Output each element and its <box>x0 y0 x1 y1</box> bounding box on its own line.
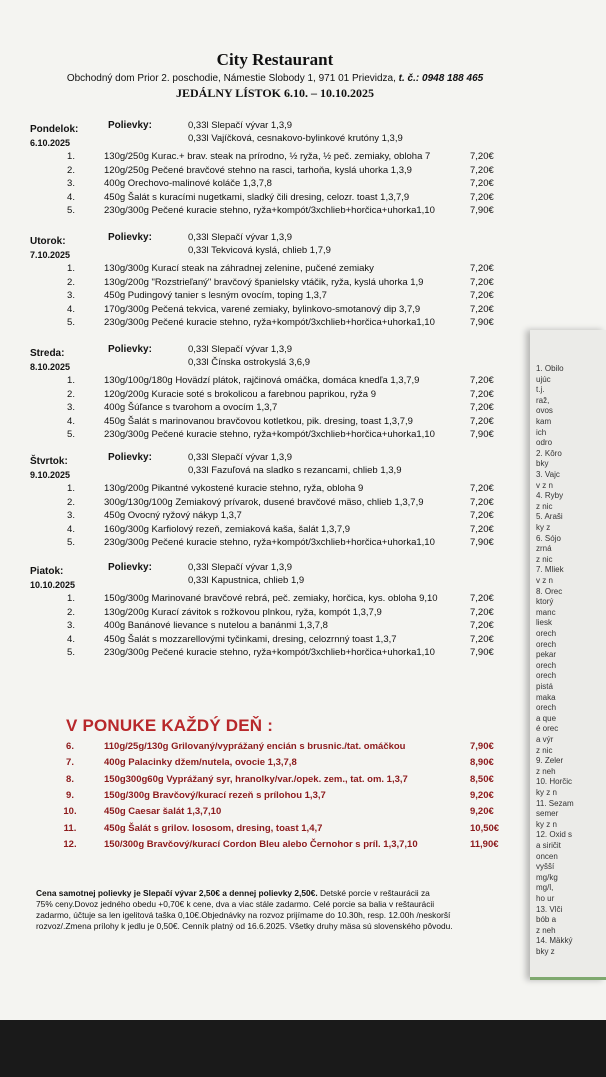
allergen-text-fragment: bób a <box>536 915 557 925</box>
item-price: 7,20€ <box>470 483 494 494</box>
item-dish: 120g/200g Kuracie soté s brokolicou a farebnou paprikou, ryža 9 <box>104 388 376 400</box>
footer-soup-price: Cena samotnej polievky je Slepačí vývar 2,50€ a dennej polievky 2,50€. <box>36 888 318 898</box>
everyday-title: V PONUKE KAŽDÝ DEŇ : <box>66 716 274 735</box>
allergen-text-fragment: z nic <box>536 745 553 755</box>
footer-line-1: Detské porcie v reštaurácii za <box>317 888 430 898</box>
item-number: 2. <box>67 606 75 618</box>
allergen-text-fragment: 11. Sezam <box>536 798 574 808</box>
everyday-item-row <box>0 773 530 787</box>
menu-item-row <box>0 151 530 163</box>
item-dish: 400g Banánové lievance s nutelou a banánmi 1,3,7,8 <box>104 620 328 631</box>
item-number: 1. <box>67 151 75 162</box>
allergen-text-fragment: a que <box>536 713 557 723</box>
soup-item: 0,33l Čínska ostrokyslá 3,6,9 <box>188 357 310 368</box>
footer-line-3: zadarmo, účtuje sa len igelitová taška 0,10€.Objednávky na rozvoz prijímame do 10.30h, resp. 12.00h /neskorší <box>36 910 451 920</box>
menu-item-row <box>0 375 530 387</box>
allergen-text-fragment: orech <box>536 660 557 670</box>
menu-item-row <box>0 524 530 536</box>
allergen-text-fragment: z neh <box>536 766 556 776</box>
item-dish: 300g/130g/100g Zemiakový prívarok, dusené bravčové mäso, chlieb 1,3,7,9 <box>104 496 424 508</box>
allergen-text-fragment: orech <box>536 639 557 649</box>
everyday-item-row <box>0 756 530 770</box>
allergen-text-fragment: liesk <box>536 618 553 628</box>
item-dish: 400g Orechovo-malinové koláče 1,3,7,8 <box>104 178 272 189</box>
allergen-text-fragment: v z n <box>536 576 553 585</box>
menu-item-row <box>0 205 530 217</box>
soup-item: 0,33l Slepačí vývar 1,3,9 <box>188 120 293 131</box>
soups-label: Polievky: <box>108 452 152 463</box>
item-number: 9. <box>66 789 74 801</box>
item-price: 11,90€ <box>470 838 499 850</box>
item-price: 7,20€ <box>470 375 494 386</box>
allergen-text-fragment: 3. Vajc <box>536 470 560 479</box>
menu-item-row <box>0 192 530 204</box>
menu-week-title: JEDÁLNY LÍSTOK 6.10. – 10.10.2025 <box>175 86 375 100</box>
item-price: 7,20€ <box>470 606 494 618</box>
item-price: 7,90€ <box>470 429 494 440</box>
allergen-text-fragment: bky z <box>536 947 555 956</box>
allergen-text-fragment: 8. Orec <box>536 586 563 596</box>
item-number: 4. <box>67 523 75 535</box>
menu-item-row <box>0 178 530 190</box>
soup-item: 0,33l Slepačí vývar 1,3,9 <box>188 232 293 243</box>
allergen-text-fragment: ktorý <box>536 597 554 607</box>
allergen-text-fragment: a výr <box>536 735 554 744</box>
item-dish: 450g Caesar šalát 1,3,7,10 <box>104 806 222 818</box>
item-number: 4. <box>67 303 75 315</box>
restaurant-title: City Restaurant <box>216 50 334 69</box>
everyday-item-row <box>0 822 530 836</box>
day-date: 7.10.2025 <box>30 250 71 260</box>
allergen-text-fragment: z neh <box>536 925 556 935</box>
item-price: 7,20€ <box>470 178 494 189</box>
allergen-text-fragment: a siričit <box>536 841 561 850</box>
item-price: 9,20€ <box>470 806 494 818</box>
item-number: 3. <box>67 510 75 521</box>
allergen-text-fragment: orech <box>536 703 557 713</box>
item-number: 3. <box>67 178 75 189</box>
soup-item: 0,33l Slepačí vývar 1,3,9 <box>188 562 293 573</box>
allergen-text-fragment: pistá <box>536 682 553 691</box>
item-dish: 450g Šalát s mozzarellovými tyčinkami, dresing, celozrnný toast 1,3,7 <box>104 633 397 645</box>
item-price: 7,20€ <box>470 496 494 508</box>
allergen-text-fragment: 10. Horčic <box>536 777 573 787</box>
item-number: 6. <box>66 741 74 752</box>
allergen-text-fragment: 5. Araši <box>536 512 563 522</box>
allergen-text-fragment: 4. Ryby <box>536 491 564 501</box>
allergen-text-fragment: pekar <box>536 650 557 660</box>
item-price: 7,20€ <box>470 276 494 288</box>
item-number: 5. <box>67 317 75 328</box>
item-price: 9,20€ <box>470 789 494 801</box>
item-price: 7,20€ <box>470 620 494 631</box>
menu-item-row <box>0 634 530 646</box>
item-number: 3. <box>67 620 75 631</box>
menu-item-row <box>0 165 530 177</box>
item-dish: 130g/200g Kurací závitok s rožkovou plnkou, ryža, kompót 1,3,7,9 <box>104 606 382 618</box>
everyday-item-row <box>0 838 530 852</box>
menu-item-row <box>0 317 530 329</box>
item-number: 5. <box>67 537 75 548</box>
item-number: 1. <box>67 483 75 494</box>
menu-item-row <box>0 402 530 414</box>
soup-item: 0,33l Slepačí vývar 1,3,9 <box>188 452 293 463</box>
footer-line-2: 75% ceny.Dovoz jedného obedu +0,70€ k cene, dva a viac stále zadarmo. Celé porcie sa balia v reštaurácii <box>36 899 435 909</box>
item-price: 7,90€ <box>470 537 494 548</box>
item-dish: 230g/300g Pečené kuracie stehno, ryža+kompót/3xchlieb+horčica+uhorka1,10 <box>104 429 435 440</box>
item-price: 7,20€ <box>470 263 494 274</box>
day-date: 6.10.2025 <box>30 138 71 148</box>
item-dish: 130g/200g "Rozstrieľaný" bravčový španielsky vtáčik, ryža, kyslá uhorka 1,9 <box>104 276 424 288</box>
allergen-text-fragment: 14. Mäkký <box>536 936 573 946</box>
item-price: 8,50€ <box>470 773 494 785</box>
item-dish: 450g Šalát s kuracími nugetkami, sladký čili dresing, celozr. toast 1,3,7,9 <box>104 191 410 203</box>
menu-item-row <box>0 389 530 401</box>
allergen-text-fragment: zrná <box>536 544 552 554</box>
address-text: Obchodný dom Prior 2. poschodie, Námestie Slobody 1, 971 01 Prievidza, <box>66 73 399 84</box>
item-number: 5. <box>67 647 75 658</box>
item-price: 7,90€ <box>470 647 494 658</box>
menu-item-row <box>0 537 530 549</box>
allergen-text-fragment: ho ur <box>536 894 555 903</box>
allergen-text-fragment: vyšší <box>536 862 555 872</box>
item-dish: 160g/300g Karfiolový rezeň, zemiaková kaša, šalát 1,3,7,9 <box>104 523 351 535</box>
soup-item: 0,33l Slepačí vývar 1,3,9 <box>188 344 293 355</box>
item-number: 8. <box>66 773 74 785</box>
item-price: 7,20€ <box>470 164 494 176</box>
soups-label: Polievky: <box>108 232 152 243</box>
item-price: 7,20€ <box>470 191 494 203</box>
item-number: 2. <box>67 388 75 400</box>
phone-number: 0948 188 465 <box>422 73 484 84</box>
item-dish: 130g/200g Pikantné vykostené kuracie stehno, ryža, obloha 9 <box>104 483 364 494</box>
soup-item: 0,33l Vajíčková, cesnakovo-bylinkové krutóny 1,3,9 <box>188 133 403 144</box>
menu-item-row <box>0 429 530 441</box>
item-dish: 450g Šalát s marinovanou bravčovou kotletkou, pik. dresing, toast 1,3,7,9 <box>104 415 413 427</box>
item-dish: 400g Palacinky džem/nutela, ovocie 1,3,7,8 <box>104 757 297 769</box>
phone-label: t. č.: <box>398 73 420 84</box>
item-price: 7,20€ <box>470 290 494 301</box>
restaurant-address <box>0 72 550 86</box>
soups-label: Polievky: <box>108 120 152 131</box>
day-name: Piatok: <box>30 566 64 577</box>
item-number: 1. <box>67 593 75 604</box>
allergen-text-fragment: orech <box>536 629 557 638</box>
allergen-text-fragment: raž, <box>536 395 550 405</box>
item-number: 12. <box>63 838 77 850</box>
everyday-item-row <box>0 740 530 754</box>
item-number: 5. <box>67 429 75 440</box>
soups-label: Polievky: <box>108 562 152 573</box>
item-price: 7,20€ <box>470 303 494 315</box>
item-price: 7,20€ <box>470 633 494 645</box>
item-price: 7,20€ <box>470 388 494 400</box>
item-number: 4. <box>67 633 75 645</box>
day-name: Utorok: <box>30 236 66 247</box>
allergen-text-fragment: 9. Zeler <box>536 756 564 766</box>
soup-item: 0,33l Tekvicová kyslá, chlieb 1,7,9 <box>188 245 331 256</box>
item-number: 10. <box>63 806 77 818</box>
item-dish: 230g/300g Pečené kuracie stehno, ryža+kompót/3xchlieb+horčica+uhorka1,10 <box>104 647 435 658</box>
item-number: 4. <box>67 415 75 427</box>
menu-item-row <box>0 483 530 495</box>
allergen-text-fragment: 1. Obilo <box>536 364 564 373</box>
allergen-text-fragment: oncen <box>536 851 558 861</box>
item-dish: 120g/250g Pečené bravčové stehno na rasci, tarhoňa, kyslá uhorka 1,3,9 <box>104 164 412 176</box>
item-number: 4. <box>67 191 75 203</box>
item-price: 7,20€ <box>470 593 494 604</box>
day-name: Pondelok: <box>30 124 79 135</box>
day-date: 8.10.2025 <box>30 362 71 372</box>
allergen-text-fragment: semer <box>536 809 559 819</box>
menu-item-row <box>0 290 530 302</box>
item-dish: 230g/300g Pečené kuracie stehno, ryža+kompót/3xchlieb+horčica+uhorka1,10 <box>104 317 435 328</box>
menu-footer <box>36 888 506 932</box>
allergen-text-fragment: t.j. <box>536 385 545 395</box>
allergen-text-fragment: 7. Mliek <box>536 565 564 575</box>
menu-item-row <box>0 510 530 522</box>
allergen-text-fragment: v z n <box>536 480 553 490</box>
allergen-text-fragment: mg/kg <box>536 872 558 882</box>
item-price: 7,20€ <box>470 523 494 535</box>
item-price: 7,90€ <box>470 317 494 328</box>
menu-item-row <box>0 416 530 428</box>
green-divider <box>530 977 606 980</box>
day-date: 10.10.2025 <box>30 580 76 590</box>
item-number: 11. <box>63 822 77 834</box>
allergen-text-fragment: orech <box>536 671 557 681</box>
item-dish: 400g Šúľance s tvarohom a ovocím 1,3,7 <box>104 402 278 413</box>
allergen-text-fragment: ky z <box>536 523 551 532</box>
item-number: 3. <box>67 402 75 413</box>
allergen-text-fragment: manc <box>536 607 556 617</box>
item-dish: 110g/25g/130g Grilovaný/vyprážaný encián s brusnic./tat. omáčkou <box>104 741 406 752</box>
item-price: 7,20€ <box>470 510 494 521</box>
allergen-text-fragment: é orec <box>536 724 559 734</box>
allergen-text-fragment: ovos <box>536 406 553 416</box>
item-price: 7,20€ <box>470 151 494 162</box>
soup-item: 0,33l Kapustnica, chlieb 1,9 <box>188 575 305 586</box>
item-number: 5. <box>67 205 75 216</box>
day-date: 9.10.2025 <box>30 470 71 480</box>
item-dish: 450g Pudingový tanier s lesným ovocím, toping 1,3,7 <box>104 290 327 301</box>
allergen-text-fragment: maka <box>536 692 556 702</box>
item-number: 2. <box>67 164 75 176</box>
menu-item-row <box>0 263 530 275</box>
allergen-text-fragment: 2. Kôro <box>536 448 562 458</box>
allergen-text-fragment: 12. Oxid s <box>536 830 573 840</box>
item-dish: 130g/300g Kurací steak na záhradnej zelenine, pučené zemiaky <box>104 263 374 274</box>
menu-item-row <box>0 593 530 605</box>
day-name: Streda: <box>30 348 65 359</box>
item-dish: 150/300g Bravčový/kurací Cordon Bleu alebo Černohor s príl. 1,3,7,10 <box>104 838 418 850</box>
allergen-text-fragment: ky z n <box>536 819 557 829</box>
item-dish: 170g/300g Pečená tekvica, varené zemiaky, bylinkovo-smotanový dip 3,7,9 <box>104 303 421 315</box>
menu-header <box>0 50 550 100</box>
item-dish: 130g/100g/180g Hovädzí plátok, rajčinová omáčka, domáca knedľa 1,3,7,9 <box>104 375 420 386</box>
allergen-list-page <box>530 330 606 980</box>
allergen-text-fragment: kam <box>536 417 552 426</box>
menu-item-row <box>0 647 530 659</box>
allergen-text-fragment: z nic <box>536 501 553 511</box>
soups-label: Polievky: <box>108 344 152 355</box>
item-price: 7,90€ <box>470 205 494 216</box>
allergen-text-fragment: z nic <box>536 554 553 564</box>
allergen-text-fragment: ky z n <box>536 788 557 797</box>
soup-item: 0,33l Fazuľová na sladko s rezancami, chlieb 1,3,9 <box>188 465 402 476</box>
item-number: 7. <box>66 757 74 769</box>
item-number: 2. <box>67 496 75 508</box>
item-dish: 230g/300g Pečené kuracie stehno, ryža+kompót/3xchlieb+horčica+uhorka1,10 <box>104 205 435 216</box>
allergen-text-fragment: ujúc <box>536 374 551 384</box>
item-dish: 450g Ovocný ryžový nákyp 1,3,7 <box>104 510 242 521</box>
menu-item-row <box>0 497 530 509</box>
allergen-text-fragment: ich <box>536 427 547 437</box>
menu-item-row <box>0 304 530 316</box>
day-name: Štvrtok: <box>30 456 68 467</box>
item-dish: 450g Šalát s grilov. lososom, dresing, toast 1,4,7 <box>104 822 323 834</box>
menu-item-row <box>0 607 530 619</box>
everyday-item-row <box>0 789 530 803</box>
item-number: 1. <box>67 263 75 274</box>
item-number: 1. <box>67 375 75 386</box>
item-number: 2. <box>67 276 75 288</box>
item-price: 8,90€ <box>470 757 494 769</box>
menu-item-row <box>0 620 530 632</box>
footer-line-4: rozvoz/.Zmena prílohy k jedlu je 0,50€. Cenník platný od 16.6.2025. Všetky druhy mäsa sú slovenského pôvodu. <box>36 921 453 931</box>
allergen-text-fragment: 6. Sójo <box>536 533 561 543</box>
item-dish: 150g/300g Marinované bravčové rebrá, peč. zemiaky, horčica, kys. obloha 9,10 <box>104 593 438 604</box>
allergen-text-fragment: 13. Vlči <box>536 904 563 914</box>
item-dish: 150g/300g Bravčový/kurací rezeň s prílohou 1,3,7 <box>104 789 326 801</box>
item-dish: 130g/250g Kurac.+ brav. steak na prírodno, ½ ryža, ½ peč. zemiaky, obloha 7 <box>104 151 431 162</box>
allergen-text-fragment: bky <box>536 459 549 469</box>
item-price: 7,20€ <box>470 415 494 427</box>
everyday-item-row <box>0 805 530 819</box>
menu-item-row <box>0 277 530 289</box>
item-dish: 230g/300g Pečené kuracie stehno, ryža+kompót/3xchlieb+horčica+uhorka1,10 <box>104 537 435 548</box>
item-price: 10,50€ <box>470 822 500 834</box>
allergen-text-fragment: odro <box>536 438 553 448</box>
item-number: 3. <box>67 290 75 301</box>
item-price: 7,90€ <box>470 741 494 752</box>
item-dish: 150g300g60g Vyprážaný syr, hranolky/var./opek. zem., tat. om. 1,3,7 <box>104 773 408 785</box>
item-price: 7,20€ <box>470 402 494 413</box>
allergen-text-fragment: mg/l, <box>536 883 554 893</box>
